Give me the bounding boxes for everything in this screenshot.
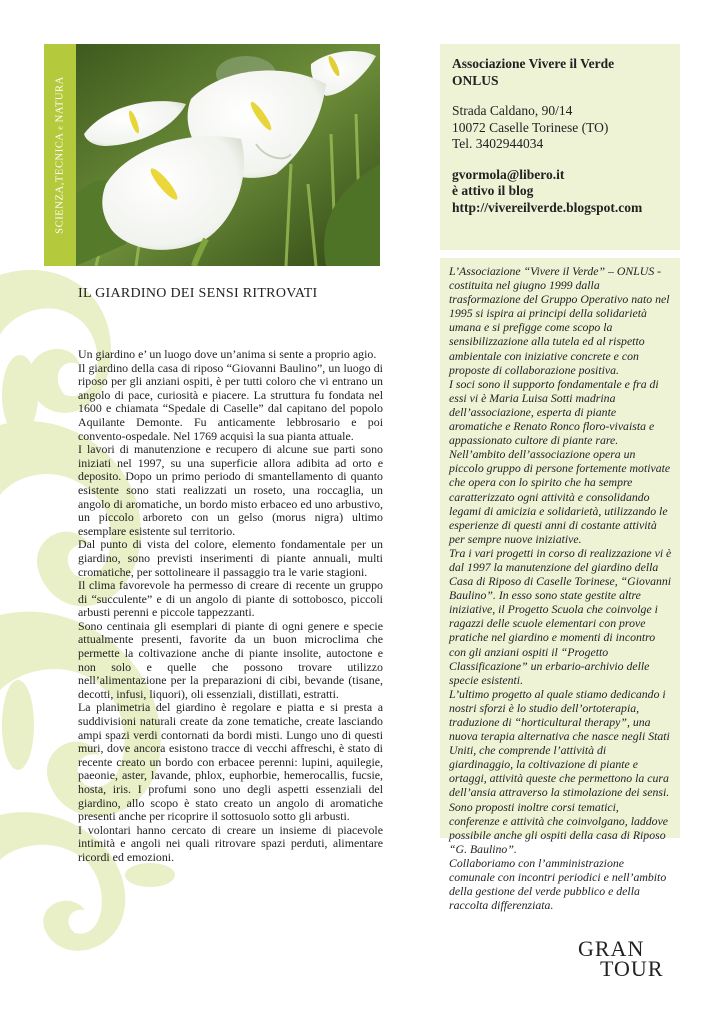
grantour-logo <box>578 936 682 986</box>
blog-note: è attivo il blog <box>452 183 534 198</box>
article-paragraph: La planimetria del giardino è regolare e piatta e si presta a suddivisioni naturali create da zone tematiche, create lasciando ampi spazi verdi contornati da bordi misti. Lungo uno di questi muri, dove ancora esistono tracce di vecchi affreschi, è stato di recente creato un bordo con erbacee perenni: lupini, aquilegie, paeonie, aster, lavande, phlox, euphorbie, hemerocallis, fucsie, hosta, iris. I profumi sono uno degli aspetti essenziali del giardino, allo scopo è stato creato un angolo di aromatiche presenti anche per ricoprire il sottosuolo sotto gli arbusti. <box>78 700 383 824</box>
logo-word-gran: GRAN <box>578 936 645 961</box>
association-name-suffix: ONLUS <box>452 72 499 88</box>
article-paragraph: I lavori di manutenzione e recupero di alcune sue parti sono iniziati nel 1997, su una superficie allora adibita ad orto e deposito. Dopo un primo periodo di smantellamento di quanto esistente sono stati realizzati un roseto, una roccaglia, un angolo di aromatiche, un bordo misto erbaceo ed uno arbustivo, un piccolo arboreto con un gelso (morus nigra) ultimo esemplare esistente sul territorio. <box>78 442 383 538</box>
article-paragraph: Il clima favorevole ha permesso di creare di recente un gruppo di “succulente” e di un angolo di piante di sottobosco, piccoli arbusti perenni e piccole tappezzanti. <box>78 578 383 620</box>
article-paragraph: I volontari hanno cercato di creare un insieme di piacevole intimità e angoli nei quali ritrovare spazi perduti, alimentare ricordi ed emozioni. <box>78 822 383 864</box>
logo-word-tour: TOUR <box>600 956 664 981</box>
blog-url: http://vivereilverde.blogspot.com <box>452 199 643 215</box>
address-city: 10072 Caselle Torinese (TO) <box>452 119 609 135</box>
article-paragraph: Dal punto di vista del colore, elemento fondamentale per un giardino, sono previsti inserimenti di piante annuali, multi cromatiche, per sottolineare il passaggio tra le varie stagioni. <box>78 537 383 579</box>
article-title: IL GIARDINO DEI SENSI RITROVATI <box>78 286 318 301</box>
association-paragraph: Tra i vari progetti in corso di realizzazione vi è dal 1997 la manutenzione del giardino della Casa di Riposo di Caselle Torinese, “Giovanni Baulino”. In esso sono state gestite altre iniziative, il Progetto Scuola che coinvolge i ragazzi delle scuole elementari con prove pratiche nel giardino e momenti di incontro con gli anziani ospiti il “Progetto Classificazione” un erbario-archivio delle specie esistenti. <box>449 545 672 687</box>
section-label <box>55 76 66 234</box>
phone-number: Tel. 3402944034 <box>452 136 544 151</box>
address-street: Strada Caldano, 90/14 <box>452 103 573 118</box>
calla-lily-photo <box>76 44 380 266</box>
email-address: gvormola@libero.it <box>452 166 565 182</box>
association-paragraph: Sono proposti inoltre corsi tematici, conferenze e attività che coinvolgano, laddove possibile anche gli ospiti della casa di Riposo “G. Baulino”. <box>449 799 669 856</box>
association-paragraph: I soci sono il supporto fondamentale e fra di essi vi è Maria Luisa Sotti madrina dell’associazione, esperta di piante aromatiche e Renato Ronco floro-vivaista e appassionato cultore di piante rare. <box>449 376 659 448</box>
association-paragraph: L’Associazione “Vivere il Verde” – ONLUS - costituita nel giugno 1999 dalla trasformazione del Gruppo Operativo nato nel 1995 si ispira ai principi della solidarietà umana e si prefigge come scopo la sensibilizzazione alla tutela ed al rispetto ambientale con iniziative concrete e con proposte di collaborazione positiva. <box>449 264 670 377</box>
association-paragraph: L’ultimo progetto al quale stiamo dedicando i nostri sforzi è lo studio dell’ortoterapia, traduzione di “horticultural therapy”, una nuova terapia alternativa che nasce negli Stati Uniti, che comprende l’attività di giardinaggio, la coltivazione di piante e ortaggi, attività queste che permettono la cura dell’ansia attraverso la stimolazione dei sensi. <box>449 686 670 800</box>
contact-box <box>440 44 680 250</box>
association-name: Associazione Vivere il Verde <box>452 56 615 71</box>
association-description <box>440 258 680 913</box>
article-paragraph: Il giardino della casa di riposo “Giovanni Baulino”, un luogo di riposo per gli anziani ospiti, è per tutti coloro che vi entrano un angolo di pace, curiosità e piacere. La struttura fu fondata nel 1600 e chiamata “Spedale di Caselle” dal capitano del popolo Aquilante Demonte. Fu anticamente lebbrosario e poi convento-ospedale. Nel 1769 acquisì la sua pianta attuale. <box>78 360 383 443</box>
association-paragraph: Collaboriamo con l’amministrazione comunale con incontri periodici e nell’ambito della gestione del verde pubblico e della raccolta differenziata. <box>449 855 667 913</box>
section-label-start: SCIENZA,TECNICA <box>54 132 66 234</box>
article-paragraph: Un giardino e’ un luogo dove un’anima si sente a proprio agio. <box>78 347 377 361</box>
section-label-conjunction: e <box>55 125 65 130</box>
section-label-end: NATURA <box>54 76 66 123</box>
article-paragraph: Sono centinaia gli esemplari di piante di ogni genere e specie attualmente presenti, favorite da un buon microclima che permette la coltivazione anche di piante insolite, autoctone e non solo e quelle che possono trovare utilizzo nell’alimentazione per la preparazioni di cibi, bevande (tisane, decotti, infusi, liquori), oli essenziali, distillati, estratti. <box>78 618 383 701</box>
association-paragraph: Nell’ambito dell’associazione opera un piccolo gruppo di persone fortemente motivate che opera con lo spirito che ha sempre caratterizzato ogni attività e consolidando legami di amicizia e solidarietà, utilizzando le esperienze di questi anni di costante attività per sempre nuove iniziative. <box>449 447 671 546</box>
article-body <box>78 348 383 865</box>
section-band <box>44 44 76 266</box>
